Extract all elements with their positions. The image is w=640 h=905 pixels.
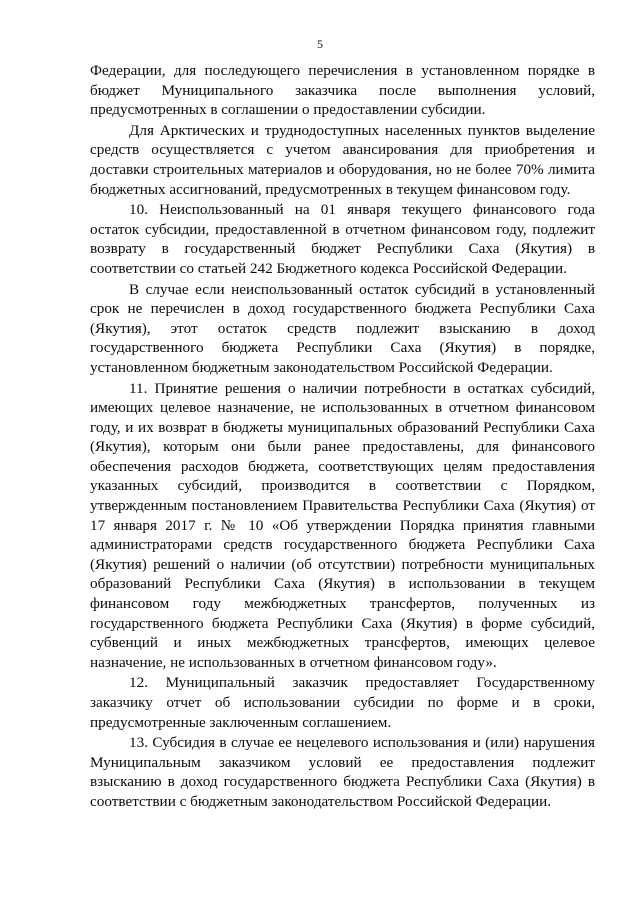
page-number: 5 — [317, 37, 323, 51]
document-body — [90, 61, 595, 813]
paragraph-continuation: Федерации, для последующего перечисления в установленном порядке в бюджет Муниципального заказчика после выполнения условий, предусмотренных в соглашении о предоставлении субсидии. — [90, 62, 595, 119]
paragraph-11-remaining-subsidies: 11. Принятие решения о наличии потребности в остатках субсидий, имеющих целевое назначение, не использованных в отчетном финансовом году, и их возврат в бюджеты муниципальных образований Республики Саха (Якутия), которым они были ранее предоставлены, для финансового обеспечения расходов бюджета, соответствующих целям предоставления указанных субсидий, производится в соответствии с Порядком, утвержденным постановлением Правительства Республики Саха (Якутия) от 17 января 2017 г. № 10 «Об утверждении Порядка принятия главными администраторами средств государственного бюджета Республики Саха (Якутия) решений о наличии (об отсутствии) потребности муниципальных образований Республики Саха (Якутия) в использовании в текущем финансовом году межбюджетных трансфертов, полученных из государственного бюджета Республики Саха (Якутия) в форме субсидий, субвенций и иных межбюджетных трансфертов, имеющих целевое назначение, не использованных в отчетном финансовом году». — [90, 379, 595, 671]
paragraph-10-unused-balance: 10. Неиспользованный на 01 января текущего финансового года остаток субсидии, предоставленной в отчетном финансовом году, подлежит возврату в государственный бюджет Республики Саха (Якутия) в соответствии со статьей 242 Бюджетного кодекса Российской Федерации. — [90, 201, 595, 277]
paragraph-13-misuse: 13. Субсидия в случае ее нецелевого использования и (или) нарушения Муниципальным заказчиком условий ее предоставления подлежит взысканию в доход государственного бюджета Республики Саха (Якутия) в соответствии с бюджетным законодательством Российской Федерации. — [90, 734, 595, 810]
paragraph-recovery: В случае если неиспользованный остаток субсидий в установленный срок не перечислен в доход государственного бюджета Республики Саха (Якутия), этот остаток средств подлежит взысканию в доход государственного бюджета Республики Саха (Якутия) в порядке, установленном бюджетным законодательством Российской Федерации. — [90, 280, 595, 376]
paragraph-12-report: 12. Муниципальный заказчик предоставляет Государственному заказчику отчет об использовании субсидии по форме и в сроки, предусмотренные заключенным соглашением. — [90, 674, 595, 731]
paragraph-arctic-settlements: Для Арктических и труднодоступных населенных пунктов выделение средств осуществляется с учетом авансирования для приобретения и доставки строительных материалов и оборудования, но не более 70% лимита бюджетных ассигнований, предусмотренных в текущем финансовом году. — [90, 121, 595, 198]
